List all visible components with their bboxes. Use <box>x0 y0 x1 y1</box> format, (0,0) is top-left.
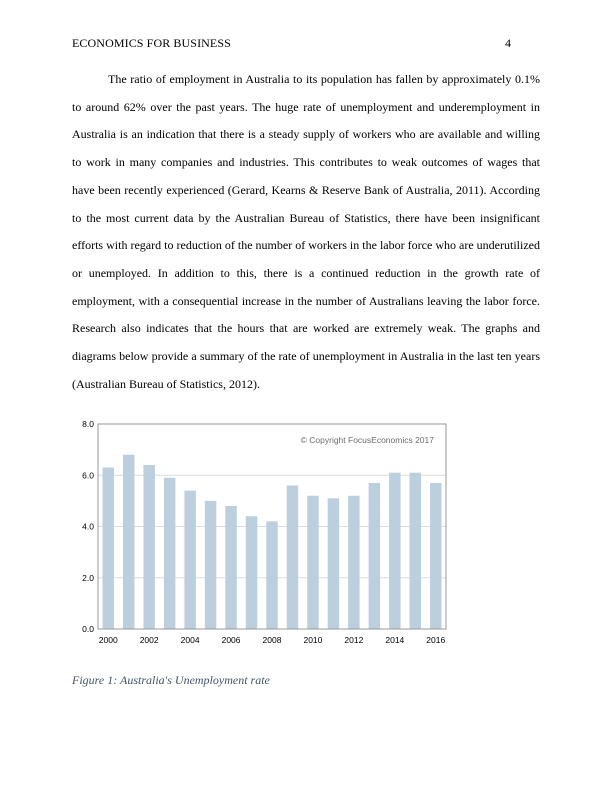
chart-bar-2003 <box>164 478 175 629</box>
chart-y-tick-label: 4.0 <box>82 521 94 532</box>
chart-bar-2011 <box>328 498 339 629</box>
chart-x-tick-label: 2012 <box>344 635 364 645</box>
chart-bar-2005 <box>205 501 216 629</box>
chart-x-tick-label: 2000 <box>98 635 118 645</box>
chart-x-tick-label: 2010 <box>303 635 323 645</box>
chart-x-tick-label: 2002 <box>139 635 159 645</box>
chart-bar-2007 <box>246 516 257 629</box>
chart-bar-2016 <box>430 483 441 629</box>
chart-bar-2008 <box>266 521 277 629</box>
chart-y-tick-label: 6.0 <box>82 470 94 481</box>
chart-bars <box>103 455 442 629</box>
chart-watermark: © Copyright FocusEconomics 2017 <box>300 435 434 445</box>
running-head: ECONOMICS FOR BUSINESS <box>72 36 231 50</box>
chart-x-tick-label: 2008 <box>262 635 282 645</box>
unemployment-bar-chart <box>72 418 452 653</box>
body-paragraph: The ratio of employment in Australia to its population has fallen by approximately 0.1% to around 62% over the past years. The huge rate of unemployment and underemployment in Australia is an indication that there is a steady supply of workers who are available and willing to work in many companies and industries. This contributes to weak outcomes of wages that have been recently experienced (Gerard, Kearns & Reserve Bank of Australia, 2011). According to the most current data by the Australian Bureau of Statistics, there have been insignificant efforts with regard to reduction of the number of workers in the labor force who are underutilized or unemployed. In addition to this, there is a continued reduction in the growth rate of employment, with a consequential increase in the number of Australians leaving the labor force. Research also indicates that the hours that are worked are extremely weak. The graphs and diagrams below provide a summary of the rate of unemployment in Australia in the last ten years (Australian Bureau of Statistics, 2012). <box>72 72 540 391</box>
chart-bar-2002 <box>143 465 154 629</box>
chart-y-tick-label: 0.0 <box>82 624 94 634</box>
chart-bar-2010 <box>307 496 318 629</box>
chart-bar-2009 <box>287 486 298 630</box>
chart-x-axis <box>99 635 446 645</box>
chart-y-tick-label: 8.0 <box>82 419 94 429</box>
chart-bar-2015 <box>410 473 421 629</box>
chart-bar-2014 <box>389 473 400 629</box>
chart-x-tick-label: 2016 <box>426 635 446 645</box>
chart-bar-2012 <box>348 496 359 629</box>
chart-bar-2006 <box>225 506 236 629</box>
chart-bar-2001 <box>123 455 134 629</box>
chart-x-tick-label: 2006 <box>221 635 241 645</box>
chart-x-tick-label: 2004 <box>180 635 200 645</box>
figure-caption: Figure 1: Australia's Unemployment rate <box>72 673 270 687</box>
chart-y-tick-label: 2.0 <box>82 572 94 583</box>
page-number: 4 <box>505 36 511 50</box>
chart-bar-2004 <box>184 491 195 629</box>
chart-bar-2000 <box>103 468 114 629</box>
chart-x-tick-label: 2014 <box>385 635 405 645</box>
chart-bar-2013 <box>369 483 380 629</box>
chart-y-axis <box>82 419 94 634</box>
